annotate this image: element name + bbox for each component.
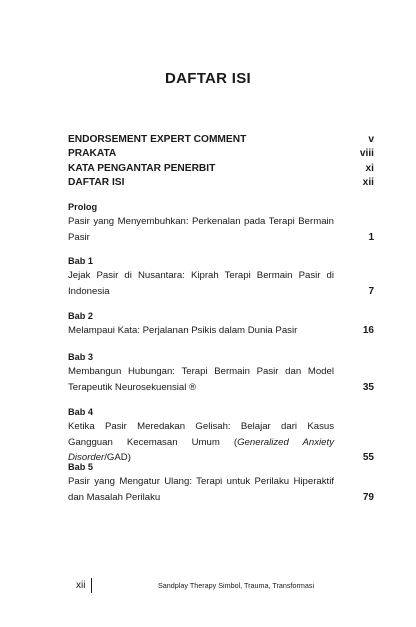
toc-entry-page: xi [365,162,374,174]
chapter-page: 35 [362,381,374,393]
chapter-page: 1 [368,231,374,243]
page-footer [76,578,376,594]
chapter-page: 79 [362,491,374,503]
toc-entry-page: v [368,134,374,145]
chapter-page: 7 [368,285,374,297]
toc-entry-label: DAFTAR ISI [68,176,125,188]
toc-entry-prakata [68,147,374,161]
toc-entry-daftar-isi [68,176,374,190]
toc-entry-label: ENDORSEMENT EXPERT COMMENT [68,134,247,145]
chapter-label: Bab 5 [68,462,94,472]
chapter-label: Bab 3 [68,352,94,362]
footer-running-title: Sandplay Therapy Simbol, Trauma, Transformasi [158,581,315,590]
toc-chapter-bab-4 [68,406,374,466]
toc-entry-page: viii [359,148,374,160]
toc-chapter-bab-1 [68,255,374,299]
chapter-title-end: /GAD) [104,452,131,463]
front-matter-list [68,133,374,190]
chapter-title-text: Ketika Pasir Meredakan Gelisah: Belajar dari Kasus Gangguan Kecemasan Umum ( [68,421,334,448]
toc-chapter-bab-2 [68,310,374,339]
chapter-title: Pasir yang Mengatur Ulang: Terapi untuk Perilaku Hiperaktif dan Masalah Perilaku [68,476,334,503]
chapter-title: Melampaui Kata: Perjalanan Psikis dalam Dunia Pasir [68,325,298,336]
page-title: DAFTAR ISI [164,70,252,87]
chapter-page: 16 [362,325,374,336]
chapter-label: Bab 4 [68,407,94,417]
toc-chapter-prolog [68,201,374,245]
toc-entry-kata-pengantar [68,162,374,176]
chapter-title: Membangun Hubungan: Terapi Bermain Pasir dan Model Terapeutik Neurosekuensial ® [68,366,334,393]
toc-entry-page: xii [362,176,374,188]
toc-entry-label: KATA PENGANTAR PENERBIT [68,162,216,174]
toc-chapter-bab-5 [68,461,374,505]
chapter-title: Jejak Pasir di Nusantara: Kiprah Terapi Bermain Pasir di Indonesia [68,270,334,297]
chapter-title-italic: Generalized Anxiety Disorder [68,436,334,463]
chapter-label: Prolog [68,202,98,212]
chapter-label: Bab 1 [68,256,94,266]
chapter-title: Pasir yang Menyembuhkan: Perkenalan pada Terapi Bermain Pasir [68,216,334,243]
chapter-page: 55 [362,452,374,463]
toc-chapter-bab-3 [68,351,374,395]
toc-entry-label: PRAKATA [68,148,117,160]
chapter-title [68,419,334,466]
toc-entry-endorsement [68,133,374,147]
chapter-label: Bab 2 [68,311,94,321]
footer-page-number: xii [76,580,86,591]
footer-divider [91,578,92,593]
